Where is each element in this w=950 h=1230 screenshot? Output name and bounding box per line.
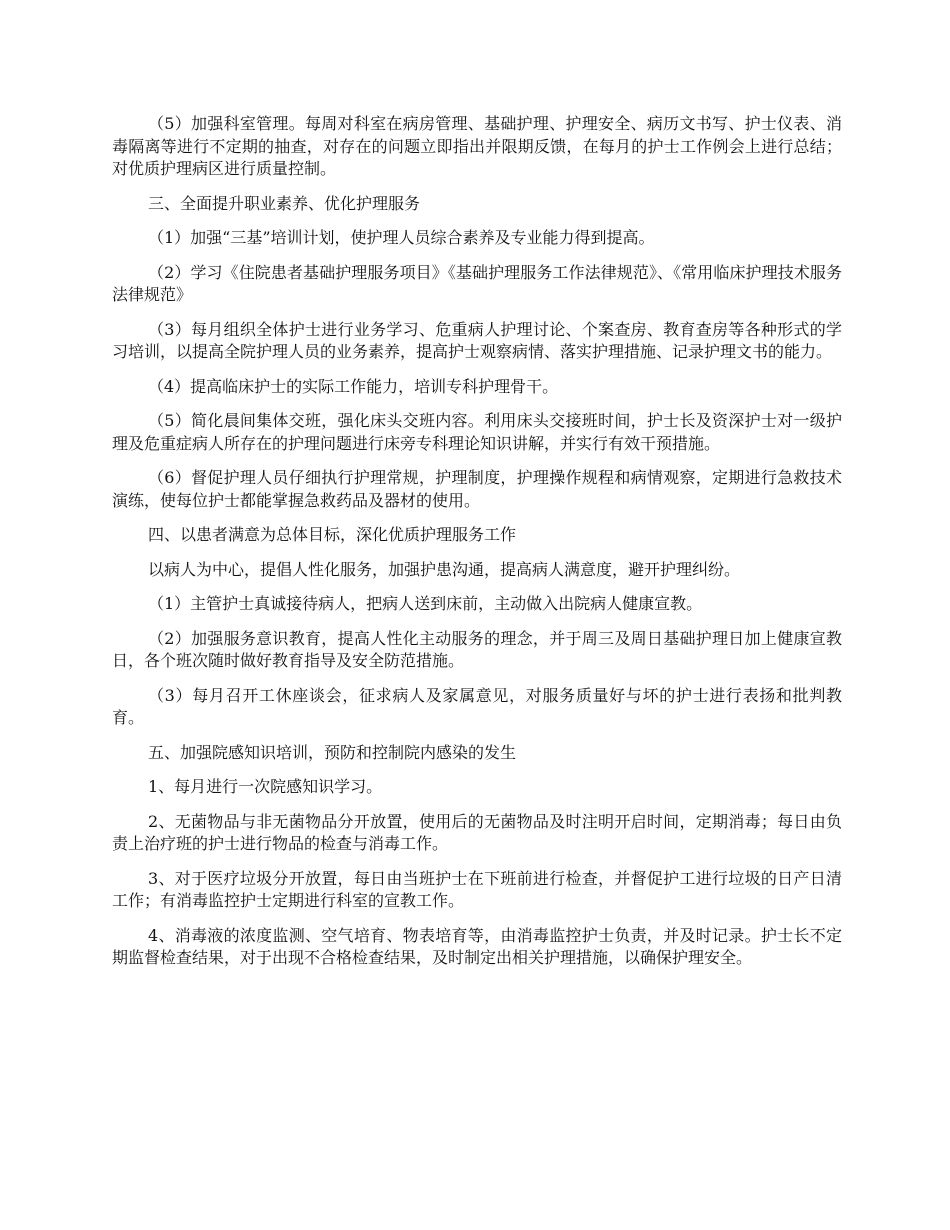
- paragraph-disinfectant-monitoring: 4、消毒液的浓度监测、空气培育、物表培育等，由消毒监控护士负责，并及时记录。护士长不定期监督检查结果，对于出现不合格检查结果，及时制定出相关护理措施，以确保护理安全。: [112, 925, 842, 967]
- paragraph-department-management: （5）加强科室管理。每周对科室在病房管理、基础护理、护理安全、病历文书写、护士仪表、消毒隔离等进行不定期的抽查，对存在的问题立即指出并限期反馈，在每月的护士工作例会上进行总结；对优质护理病区进行质量控制。: [112, 114, 842, 178]
- paragraph-three-basics-training: （1）加强“三基”培训计划，使护理人员综合素养及专业能力得到提高。: [148, 228, 655, 247]
- paragraph-medical-waste: 3、对于医疗垃圾分开放置，每日由当班护士在下班前进行检查，并督促护工进行垃圾的日产日清工作；有消毒监控护士定期进行科室的宣教工作。: [112, 868, 842, 910]
- paragraph-patient-centered: 以病人为中心，提倡人性化服务，加强护患沟通，提高病人满意度，避开护理纠纷。: [148, 559, 741, 579]
- document-body: [112, 113, 842, 982]
- paragraph-reception: （1）主管护士真诚接待病人，把病人送到床前，主动做入出院病人健康宣教。: [148, 594, 703, 613]
- paragraph-emergency-drills: （6）督促护理人员仔细执行护理常规，护理制度，护理操作规程和病情观察，定期进行急救技术演练，使每位护士都能掌握急救药品及器材的使用。: [112, 468, 842, 510]
- paragraph-patient-forum: （3）每月召开工休座谈会，征求病人及家属意见，对服务质量好与坏的护士进行表扬和批判教育。: [112, 685, 842, 727]
- section-heading-infection-control: 五、加强院感知识培训，预防和控制院内感染的发生: [148, 742, 517, 762]
- paragraph-bedside-handover: （5）简化晨间集体交班，强化床头交班内容。利用床头交接班时间，护士长及资深护士对一级护理及危重症病人所存在的护理问题进行床旁专科理论知识讲解，并实行有效干预措施。: [112, 411, 842, 453]
- paragraph-monthly-training: （3）每月组织全体护士进行业务学习、危重病人护理讨论、个案查房、教育查房等各种形式的学习培训，以提高全院护理人员的业务素养，提高护士观察病情、落实护理措施、记录护理文书的能力。: [112, 319, 842, 361]
- paragraph-sterile-items: 2、无菌物品与非无菌物品分开放置，使用后的无菌物品及时注明开启时间，定期消毒；每日由负责上治疗班的护士进行物品的检查与消毒工作。: [112, 811, 842, 853]
- section-heading-patient-satisfaction: 四、以患者满意为总体目标，深化优质护理服务工作: [148, 525, 517, 544]
- paragraph-monthly-infection-study: 1、每月进行一次院感知识学习。: [148, 777, 383, 796]
- paragraph-service-awareness: （2）加强服务意识教育，提高人性化主动服务的理念，并于周三及周日基础护理日加上健康宣教日，各个班次随时做好教育指导及安全防范措施。: [112, 628, 842, 670]
- section-heading-professional-quality: 三、全面提升职业素养、优化护理服务: [148, 193, 421, 213]
- paragraph-clinical-ability: （4）提高临床护士的实际工作能力，培训专科护理骨干。: [148, 376, 559, 396]
- paragraph-study-regulations: （2）学习《住院患者基础护理服务项目》《基础护理服务工作法律规范》、《常用临床护理技术服务法律规范》: [112, 262, 842, 304]
